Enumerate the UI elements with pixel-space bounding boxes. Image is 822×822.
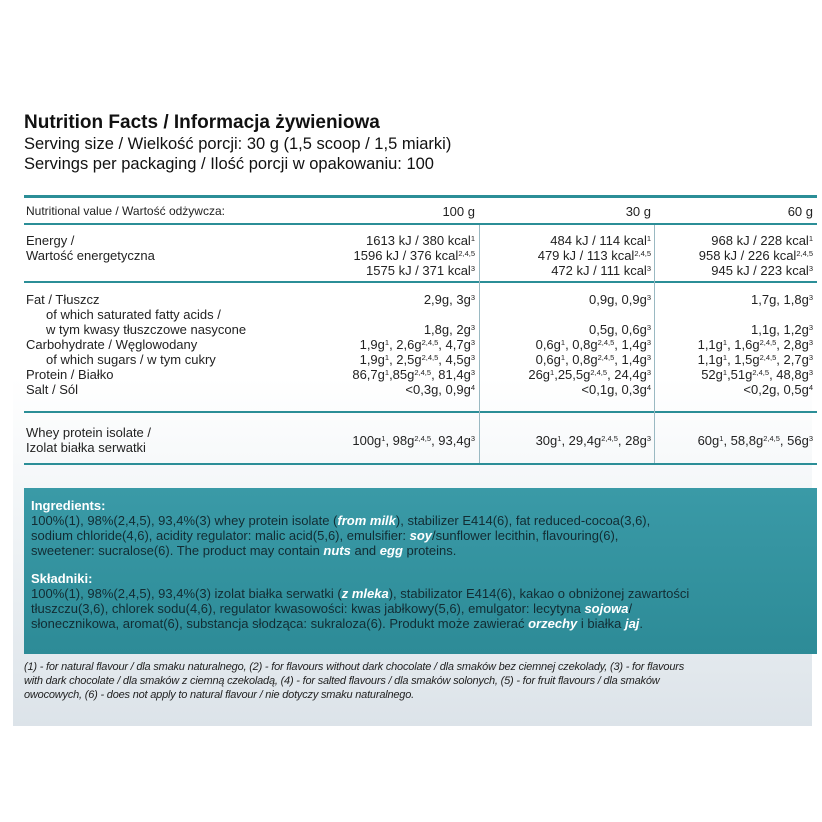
fat-100g: 2,9g, 3g (423, 292, 471, 307)
label-header (24, 112, 451, 174)
saturated-60g: 1,1g, 1,2g (751, 322, 809, 337)
sugars-60g: $1,1g^1$, $1,5g^{2,4,5}$, $2,7g^3$ (697, 352, 813, 367)
energy-30g-2: 479 kJ / 113 kcal (537, 248, 635, 263)
table-row (24, 204, 817, 219)
whey-30g: $30g^1$, $29,4g^{2,4,5}$, $28g^3$ (535, 433, 651, 448)
ingredients-panel (24, 488, 817, 654)
header-label: Nutritional value / Wartość odżywcza: (26, 204, 225, 218)
saturated-label-en: of which saturated fatty acids / (46, 307, 221, 322)
energy-60g-2: 958 kJ / 226 kcal (698, 248, 797, 263)
saturated-30g: 0,5g, 0,6g (589, 322, 647, 337)
energy-60g-3: 945 kJ / 223 kcal (711, 263, 809, 278)
carbohydrate-60g: $1,1g^1$, $1,6g^{2,4,5}$, $2,8g^3$ (697, 337, 813, 352)
footnotes (24, 660, 684, 702)
ingredients-pl-line3: słonecznikowa, aromat(6), substancja słodząca: sukraloza(6). Produkt może zawierać orzechy i białka jaj. (31, 616, 644, 631)
sugars-30g: $0,6g^1$, $0,8g^{2,4,5}$, $1,4g^3$ (535, 352, 651, 367)
footnote-line3: owocowych, (6) - does not apply to natural flavour / nie dotyczy smaku naturalnego. (24, 689, 415, 701)
salt-100g: <0,3g, 0,9g (405, 382, 471, 397)
ingredients-heading-en: Ingredients: (31, 498, 106, 513)
energy-block (24, 233, 817, 278)
serving-size: Serving size / Wielkość porcji: 30 g (1,5 scoop / 1,5 miarki) (24, 135, 452, 153)
fat-30g: 0,9g, 0,9g (589, 292, 647, 307)
whey-label-pl: Izolat białka serwatki (26, 440, 146, 455)
servings-per-package: Servings per packaging / Ilość porcji w opakowaniu: 100 (24, 155, 434, 173)
divider-energy (24, 281, 817, 283)
divider-nutrients (24, 411, 817, 413)
carbohydrate-label: Carbohydrate / Węglowodany (26, 337, 198, 352)
fat-60g: 1,7g, 1,8g (751, 292, 809, 307)
ingredients-heading-pl: Składniki: (31, 571, 93, 586)
divider-whey (24, 463, 817, 465)
carbohydrate-100g: $1,9g^1$, $2,6g^{2,4,5}$, $4,7g^3$ (359, 337, 475, 352)
table-row-carbohydrate (24, 337, 817, 352)
protein-label: Protein / Białko (26, 367, 114, 382)
protein-60g: $52g^1,51g^{2,4,5}$, $48,8g^3$ (701, 367, 813, 382)
table-row: Wartość energetyczna 1596 kJ / 376 kcal$^{2,4,5}$ 479 kJ / 113 kcal$^{2,4,5}$ 958 kJ / 226 kcal$^{2,4,5}$ (26, 248, 813, 263)
table-row-protein (24, 367, 817, 382)
header-col-60g: 60 g (787, 204, 813, 219)
energy-label-pl: Wartość energetyczna (26, 248, 155, 263)
table-row-saturated: w tym kwasy tłuszczowe nasycone 1,8g, $2g^3$ 0,5g, $0,6g^3$ 1,1g, $1,2g^3$ (46, 322, 813, 337)
sugars-100g: $1,9g^1$, $2,5g^{2,4,5}$, $4,5g^3$ (359, 352, 475, 367)
nutrients-block (24, 292, 817, 397)
table-row-fat: Fat / Tłuszcz 2,9g, $3g^3$ 0,9g, $0,9g^3$ 1,7g, $1,8g^3$ (26, 292, 813, 307)
table-row: Energy / 1613 kJ / 380 kcal$^1$ 484 kJ / 114 kcal$^1$ 968 kJ / 228 kcal$^1$ (26, 233, 813, 248)
divider-top (24, 195, 817, 198)
energy-100g-2: 1596 kJ / 376 kcal (353, 248, 459, 263)
ingredients-en-line2: sodium chloride(4,6), acidity regulator: malic acid(5,6), emulsifier: soy/sunflower lecithin, flavouring(6), (31, 528, 619, 543)
table-header (24, 204, 817, 219)
ingredients-en-line1: 100%(1), 98%(2,4,5), 93,4%(3) whey protein isolate (from milk), stabilizer E414(6), fat reduced-cocoa(3,6), (31, 513, 651, 528)
energy-30g-3: 472 kJ / 111 kcal (551, 263, 647, 278)
table-row-saturated-label (24, 307, 817, 322)
ingredients-pl-line2: tłuszczu(3,6), chlorek sodu(4,6), regulator kwasowości: kwas jabłkowy(5,6), emulgator: lecytyna sojowa/ (31, 601, 633, 616)
sugars-label: of which sugars / w tym cukry (46, 352, 216, 367)
salt-label: Salt / Sól (26, 382, 79, 397)
table-row-sugars (24, 352, 817, 367)
salt-30g: <0,1g, 0,3g (581, 382, 647, 397)
divider-header (24, 223, 817, 225)
energy-label-en: Energy / (26, 233, 75, 248)
protein-100g: $86,7g^1,85g^{2,4,5}$, $81,4g^3$ (352, 367, 475, 382)
whey-block (24, 425, 817, 455)
whey-60g: $60g^1$, $58,8g^{2,4,5}$, $56g^3$ (697, 433, 813, 448)
saturated-label-pl: w tym kwasy tłuszczowe nasycone (46, 322, 247, 337)
fat-label: Fat / Tłuszcz (26, 292, 100, 307)
footnote-line1: (1) - for natural flavour / dla smaku naturalnego, (2) - for flavours without dark chocolate / dla smaków bez ciemnej czekolady, (3) - for flavours (24, 661, 685, 673)
protein-30g: $26g^1,25,5g^{2,4,5}$, $24,4g^3$ (528, 367, 651, 382)
ingredients-en-line3: sweetener: sucralose(6). The product may contain nuts and egg proteins. (31, 543, 457, 558)
table-row: 1575 kJ / 371 kcal$^3$ 472 kJ / 111 kcal$^3$ 945 kJ / 223 kcal$^3$ (366, 263, 813, 278)
table-row (24, 440, 817, 455)
ingredients-pl-line1: 100%(1), 98%(2,4,5), 93,4%(3) izolat białka serwatki (z mleka), stabilizator E414(6), kakao o obniżonej zawartości (31, 586, 690, 601)
table-row-salt: Salt / Sól <0,3g, $0,9g^4$ <0,1g, $0,3g^4$ <0,2g, $0,5g^4$ (26, 382, 813, 397)
energy-60g-1: 968 kJ / 228 kcal (711, 233, 809, 248)
header-col-30g: 30 g (625, 204, 651, 219)
carbohydrate-30g: $0,6g^1$, $0,8g^{2,4,5}$, $1,4g^3$ (535, 337, 651, 352)
energy-100g-3: 1575 kJ / 371 kcal (366, 263, 471, 278)
energy-100g-1: 1613 kJ / 380 kcal (366, 233, 471, 248)
whey-100g: $100g^1$, $98g^{2,4,5}$, $93,4g^3$ (352, 433, 475, 448)
header-col-100g: 100 g (442, 204, 475, 219)
salt-60g: <0,2g, 0,5g (743, 382, 809, 397)
footnote-line2: with dark chocolate / dla smaków z ciemną czekoladą, (4) - for salted flavours / dla smaków solonych, (5) - for fruit flavours / dla smaków (24, 675, 660, 687)
energy-30g-1: 484 kJ / 114 kcal (550, 233, 647, 248)
saturated-100g: 1,8g, 2g (423, 322, 471, 337)
whey-label-en: Whey protein isolate / (26, 425, 152, 440)
nutrition-label (13, 108, 812, 726)
label-title: Nutrition Facts / Informacja żywieniowa (24, 112, 380, 133)
